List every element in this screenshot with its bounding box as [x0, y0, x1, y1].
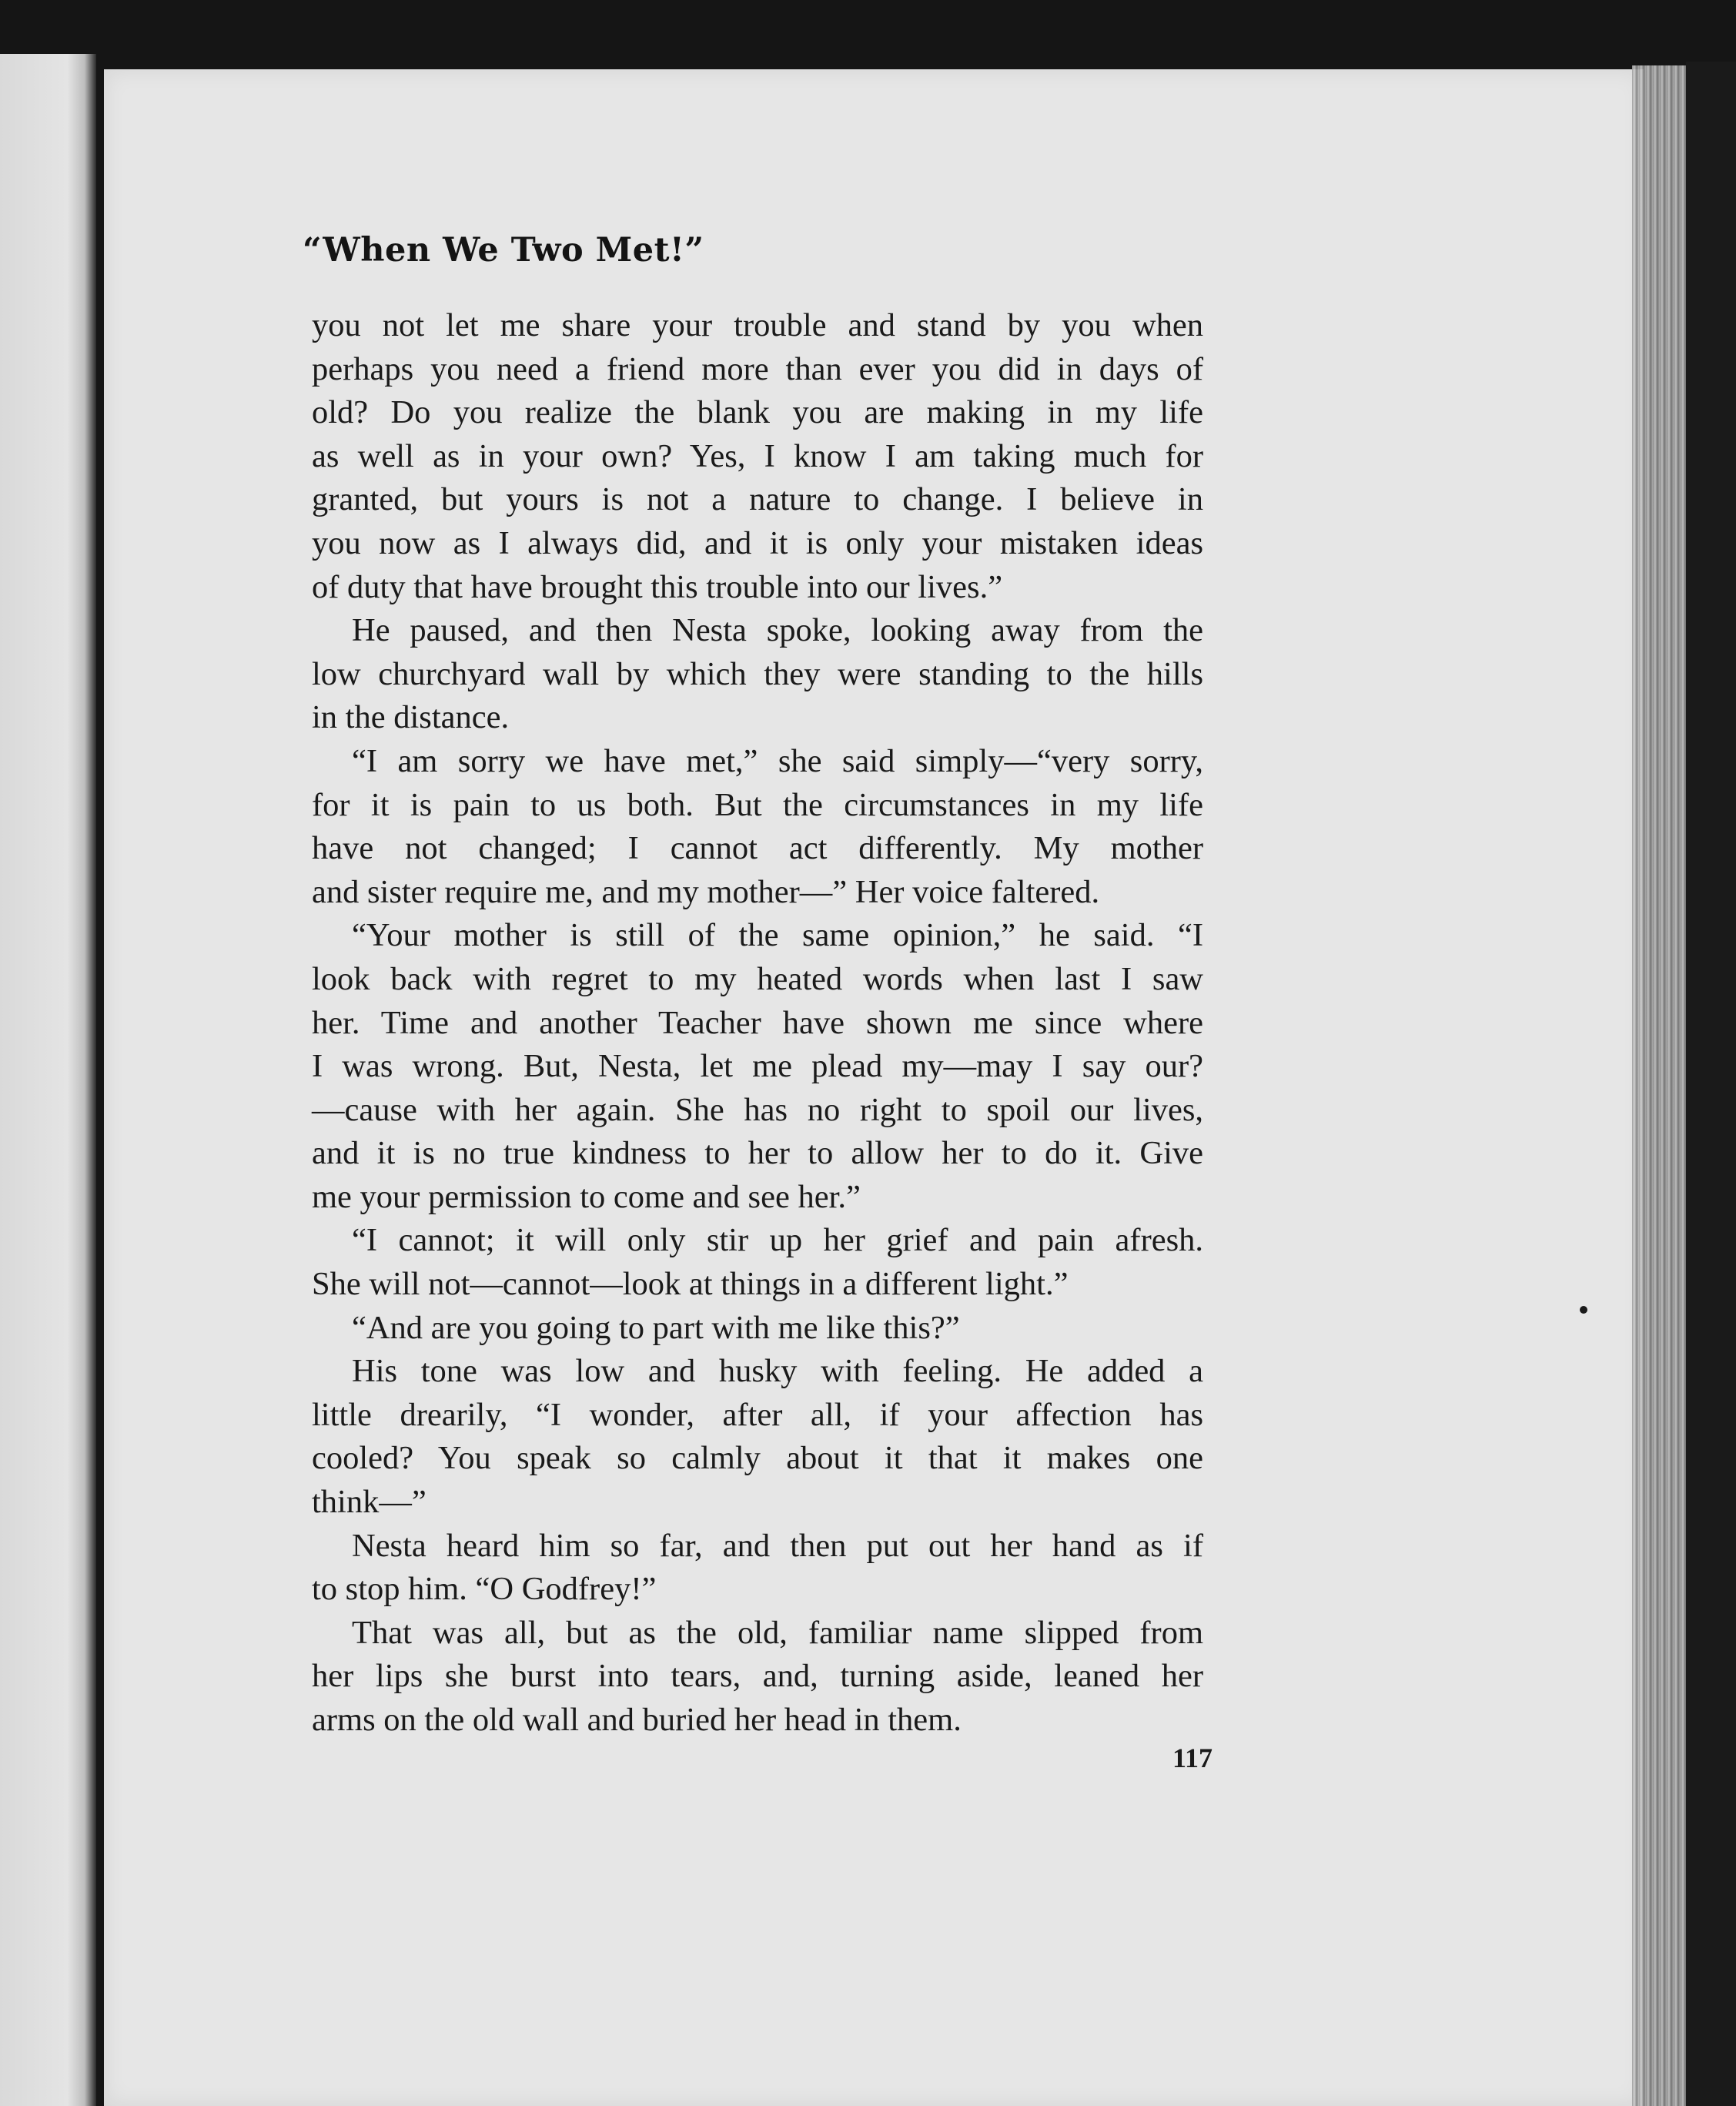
text-line: in the distance.	[312, 699, 510, 736]
running-head: “When We Two Met!”	[303, 231, 704, 270]
text-line: look back with regret to my heated words when last I saw	[312, 960, 1203, 997]
text-line: “And are you going to part with me like this?”	[352, 1309, 960, 1346]
text-line: have not changed; I cannot act differently. My mother	[312, 830, 1203, 867]
text-line: “Your mother is still of the same opinion,” he said. “I	[352, 917, 1203, 954]
page-fore-edge	[1632, 65, 1686, 2106]
text-line: granted, but yours is not a nature to change. I believe in	[312, 481, 1203, 518]
left-page-edge	[0, 54, 96, 2106]
text-line: her lips she burst into tears, and, turning aside, leaned her	[312, 1658, 1203, 1695]
text-line: and it is no true kindness to her to allow her to do it. Give	[312, 1135, 1203, 1172]
text-line: her. Time and another Teacher have shown me since where	[312, 1004, 1203, 1041]
text-line: of duty that have brought this trouble into our lives.”	[312, 568, 1003, 605]
text-line: I was wrong. But, Nesta, let me plead my—may I say our?	[312, 1048, 1203, 1085]
text-line: Nesta heard him so far, and then put out her hand as if	[352, 1527, 1203, 1564]
text-line: you not let me share your trouble and stand by you when	[312, 307, 1203, 343]
text-line: cooled? You speak so calmly about it that it makes one	[312, 1440, 1203, 1477]
text-line: for it is pain to us both. But the circumstances in my life	[312, 786, 1203, 823]
text-line: He paused, and then Nesta spoke, looking away from the	[352, 612, 1203, 649]
text-line: His tone was low and husky with feeling. He added a	[352, 1353, 1203, 1390]
text-line: as well as in your own? Yes, I know I am taking much for	[312, 437, 1203, 474]
text-line: “I am sorry we have met,” she said simply—“very sorry,	[352, 742, 1203, 779]
ink-speck	[1580, 1306, 1587, 1314]
text-line: —cause with her again. She has no right to spoil our lives,	[312, 1091, 1203, 1128]
page-number: 117	[1172, 1743, 1213, 1773]
text-line: She will not—cannot—look at things in a different light.”	[312, 1266, 1069, 1303]
text-line: me your permission to come and see her.”	[312, 1178, 861, 1215]
text-line: perhaps you need a friend more than ever you did in days of	[312, 350, 1203, 387]
text-line: little drearily, “I wonder, after all, if your affection has	[312, 1396, 1203, 1433]
text-line: to stop him. “O Godfrey!”	[312, 1571, 657, 1608]
text-line: “I cannot; it will only stir up her grief and pain afresh.	[352, 1222, 1203, 1259]
text-line: think—”	[312, 1484, 426, 1521]
text-line: old? Do you realize the blank you are making in my life	[312, 394, 1203, 431]
text-line: low churchyard wall by which they were standing to the hills	[312, 655, 1203, 692]
text-line: arms on the old wall and buried her head in them.	[312, 1702, 962, 1738]
book-outer-edge	[1686, 62, 1736, 2106]
text-line: That was all, but as the old, familiar name slipped from	[352, 1614, 1203, 1651]
text-line: you now as I always did, and it is only your mistaken ideas	[312, 524, 1203, 561]
body-text	[312, 304, 1203, 1743]
text-line: and sister require me, and my mother—” Her voice faltered.	[312, 873, 1100, 910]
